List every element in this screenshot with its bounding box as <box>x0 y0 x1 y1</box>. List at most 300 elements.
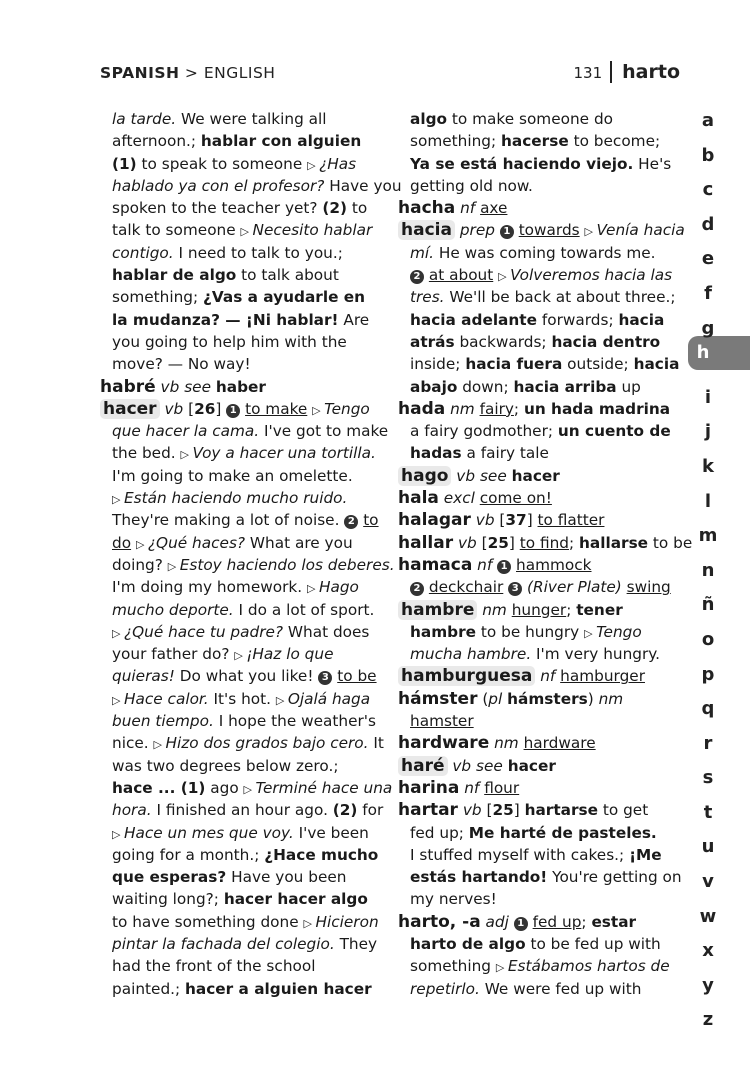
example-marker-icon: ▷ <box>584 225 597 239</box>
entry-line <box>100 532 382 554</box>
entry-text: I stuffed myself with cakes.; <box>410 845 630 864</box>
phrase-text: 26 <box>194 399 216 418</box>
phrase-text: estar <box>591 912 637 931</box>
phrase-text: hacia <box>618 310 665 329</box>
entry-text: inside; <box>410 355 466 374</box>
alphabet-letter-9[interactable]: j <box>704 421 712 443</box>
phrase-text: Me harté de pasteles. <box>468 823 657 842</box>
running-header-left <box>100 64 275 82</box>
example-marker-icon: ▷ <box>180 448 193 462</box>
alphabet-letter-25[interactable]: y <box>702 974 714 996</box>
entry-text: to <box>347 199 368 218</box>
example-text: Venía hacia <box>596 221 685 240</box>
entry-text: a fairy tale <box>461 444 549 463</box>
entry-line <box>100 465 382 487</box>
headword-line <box>398 911 680 933</box>
entry-text: I'm doing my homework. <box>112 578 307 597</box>
entry-line <box>100 822 382 844</box>
entry-text: Have you been <box>226 868 347 887</box>
alphabet-letter-12[interactable]: m <box>698 525 718 547</box>
headword-line <box>398 532 693 554</box>
entry-text: [ <box>183 399 195 418</box>
example-text: ¿Qué haces? <box>147 533 246 552</box>
alphabet-letter-15[interactable]: o <box>701 628 715 650</box>
phrase-text: un hada madrina <box>523 399 671 418</box>
entry-text: ] <box>513 801 525 820</box>
entry-text: ; <box>513 399 524 418</box>
entry-text: was two degrees below zero.; <box>112 756 339 775</box>
grammar-label: vb <box>159 399 184 418</box>
grammar-label: vb <box>155 377 180 396</box>
headword-line <box>398 755 680 777</box>
sense-number: 3 <box>508 582 522 596</box>
entry-text: to be <box>648 533 693 552</box>
page-number: 131 <box>573 64 603 82</box>
example-text: (River Plate) <box>527 578 622 597</box>
entry-text: the bed. <box>112 444 181 463</box>
phrase-text: hacia adelante <box>410 310 537 329</box>
entry-line <box>398 331 680 353</box>
example-text: Están haciendo mucho ruido. <box>123 489 348 508</box>
grammar-label: nf <box>472 555 493 574</box>
example-text: Tengo <box>324 399 370 418</box>
entry-line <box>398 153 680 175</box>
headword: harina <box>398 777 460 798</box>
phrase-text: 25 <box>487 533 509 552</box>
alphabet-letter-19[interactable]: s <box>702 767 714 789</box>
phrase-text: hacer <box>507 756 556 775</box>
entry-line <box>398 888 680 910</box>
phrase-text: atrás <box>410 332 455 351</box>
alphabet-letter-8[interactable]: i <box>704 386 712 408</box>
alphabet-letter-5[interactable]: f <box>704 282 712 304</box>
entry-line <box>398 978 680 1000</box>
headword: habré <box>100 376 156 397</box>
entry-text: Have you <box>324 176 402 195</box>
grammar-label: excl <box>438 489 475 508</box>
alphabet-letter-3[interactable]: d <box>701 213 715 235</box>
alphabet-letter-11[interactable]: l <box>704 490 712 512</box>
source-language: SPANISH <box>100 64 180 82</box>
translation-text: axe <box>480 199 508 218</box>
translation-text: hardware <box>523 734 596 753</box>
entry-line <box>398 576 680 598</box>
headword-line <box>398 732 680 754</box>
phrase-text: Ya se está haciendo viejo. <box>410 154 634 173</box>
phrase-text: hambre <box>410 622 477 641</box>
phrase-text: hacerse <box>501 132 569 151</box>
phrase-text: hámsters <box>507 689 588 708</box>
phrase-text: ¿Vas a ayudarle en <box>203 288 366 307</box>
grammar-label: nf <box>535 667 556 686</box>
phrase-text: hacia fuera <box>465 355 563 374</box>
entry-text: to be hungry <box>476 622 585 641</box>
alphabet-letter-6[interactable]: g <box>701 317 715 339</box>
headword: hardware <box>398 733 490 754</box>
entry-text: to have something done <box>112 912 304 931</box>
phrase-text: hacia arriba <box>513 377 617 396</box>
entry-text: to become; <box>568 132 661 151</box>
example-text: hora. <box>112 801 152 820</box>
column-left <box>100 108 402 1000</box>
entry-line <box>100 242 382 264</box>
entry-line <box>398 643 680 665</box>
alphabet-letter-14[interactable]: ñ <box>701 594 715 616</box>
grammar-label: nm <box>598 689 624 708</box>
entry-line <box>100 755 382 777</box>
entry-line <box>100 153 382 175</box>
phrase-text: algo <box>410 110 448 128</box>
entry-text: I've been <box>293 823 369 842</box>
phrase-text: abajo <box>410 377 458 396</box>
headword-line <box>398 398 680 420</box>
sense-number: 2 <box>410 582 424 596</box>
entry-line <box>398 264 680 286</box>
entry-line <box>100 978 382 1000</box>
entry-text: Do what you like! <box>174 667 319 686</box>
phrase-text: (1) <box>112 154 137 173</box>
grammar-label: see <box>476 756 503 775</box>
active-letter: h <box>696 342 710 363</box>
phrase-text: la mudanza? — ¡Ni hablar! <box>112 310 339 329</box>
entry-line <box>100 688 382 710</box>
translation-text: come on! <box>479 489 552 508</box>
entry-text: to be fed up with <box>525 934 661 953</box>
entry-text: I finished an hour ago. <box>151 801 333 820</box>
entry-text: ; <box>581 912 592 931</box>
headword-line <box>398 509 680 531</box>
alphabet-letter-16[interactable]: p <box>701 663 715 685</box>
entry-text: move? — No way! <box>112 355 251 374</box>
entry-text: to get <box>598 801 649 820</box>
entry-text: painted.; <box>112 979 186 998</box>
entry-text: something; <box>410 132 502 151</box>
example-text: ¿Has <box>319 154 357 173</box>
headword: halagar <box>398 510 471 531</box>
example-text: Estábamos hartos de <box>507 957 670 976</box>
entry-line <box>100 933 382 955</box>
translation-text: flour <box>484 778 520 797</box>
entry-text: going for a month.; <box>112 845 265 864</box>
entry-text: spoken to the teacher yet? <box>112 199 323 218</box>
entry-text: I hope the weather's <box>213 712 376 731</box>
alphabet-letter-1[interactable]: b <box>701 144 715 166</box>
entry-text: a fairy godmother; <box>410 422 558 441</box>
entry-line <box>100 487 382 509</box>
guide-word: harto <box>622 61 680 83</box>
sense-number: 2 <box>410 270 424 284</box>
example-text: la tarde. <box>112 110 177 128</box>
example-marker-icon: ▷ <box>240 225 253 239</box>
entry-line <box>100 777 393 799</box>
phrase-text: hacia <box>633 355 680 374</box>
entry-text: You're getting on <box>547 868 682 887</box>
example-text: Hizo dos grados bajo cero. <box>165 734 369 753</box>
translation-text: to flatter <box>537 511 605 530</box>
headword-line <box>100 376 382 398</box>
entry-line <box>100 576 382 598</box>
entry-text: your father do? <box>112 645 235 664</box>
entry-line <box>100 264 382 286</box>
entry-line <box>100 331 382 353</box>
grammar-label: see <box>184 377 211 396</box>
alphabet-letter-21[interactable]: u <box>701 836 715 858</box>
alphabet-letter-13[interactable]: n <box>701 559 715 581</box>
example-marker-icon: ▷ <box>135 537 148 551</box>
example-marker-icon: ▷ <box>584 626 597 640</box>
entry-text: It's hot. <box>208 689 276 708</box>
example-marker-icon: ▷ <box>275 693 288 707</box>
entry-line <box>398 353 680 375</box>
entry-text: something <box>410 957 496 976</box>
entry-line <box>100 732 382 754</box>
sense-number: 2 <box>344 515 358 529</box>
entry-text: We'll be back at about three.; <box>444 288 676 307</box>
example-text: Hace calor. <box>123 689 209 708</box>
example-text: buen tiempo. <box>112 712 214 731</box>
headword: hada <box>398 398 446 419</box>
example-text: Ojalá haga <box>287 689 371 708</box>
sense-number: 3 <box>318 671 332 685</box>
header-divider <box>610 61 612 83</box>
phrase-text: tener <box>576 600 623 619</box>
phrase-text: harto de algo <box>410 934 526 953</box>
example-text: ¡Haz lo que <box>246 645 334 664</box>
entry-text: ] <box>526 511 538 530</box>
alphabet-letter-0[interactable]: a <box>701 110 715 131</box>
headword: haré <box>398 756 448 776</box>
grammar-label: nf <box>455 199 476 218</box>
alphabet-letter-2[interactable]: c <box>702 179 714 201</box>
phrase-text: hacer a alguien hacer <box>185 979 372 998</box>
entry-text: to talk about <box>236 266 339 285</box>
headword-line <box>398 554 680 576</box>
headword: hacia <box>398 220 455 240</box>
alphabet-letter-10[interactable]: k <box>702 455 714 477</box>
grammar-label: nm <box>445 399 475 418</box>
entry-line <box>100 955 382 977</box>
entry-line <box>398 844 680 866</box>
column-right <box>398 108 693 1000</box>
headword-line <box>398 487 680 509</box>
entry-line <box>398 286 680 308</box>
alphabet-letter-4[interactable]: e <box>701 248 715 270</box>
alphabet-letter-18[interactable]: r <box>703 732 713 754</box>
alphabet-letter-20[interactable]: t <box>703 801 713 823</box>
example-text: hablado ya con el profesor? <box>112 176 325 195</box>
example-text: mucho deporte. <box>112 600 234 619</box>
translation-text: do <box>112 533 132 552</box>
alphabet-letter-24[interactable]: x <box>702 940 714 962</box>
grammar-label: nm <box>489 734 519 753</box>
phrase-text: hablar de algo <box>112 266 237 285</box>
entry-line <box>398 420 680 442</box>
entry-line <box>398 242 680 264</box>
entry-text: for <box>357 801 384 820</box>
phrase-text: hablar con alguien <box>200 132 362 151</box>
example-text: ¿Qué hace tu padre? <box>123 622 284 641</box>
translation-text: hunger <box>511 600 567 619</box>
grammar-label: pl <box>488 689 503 708</box>
example-text: pintar la fachada del colegio. <box>112 934 335 953</box>
example-marker-icon: ▷ <box>167 559 180 573</box>
phrase-text: ¿Hace mucho <box>264 845 379 864</box>
example-marker-icon: ▷ <box>112 493 124 507</box>
entry-line <box>398 621 680 643</box>
headword: hacha <box>398 198 456 219</box>
entry-line <box>398 955 680 977</box>
example-marker-icon: ▷ <box>307 582 319 596</box>
entry-line <box>100 219 382 241</box>
example-text: Necesito hablar <box>252 221 373 240</box>
headword: hamaca <box>398 554 473 575</box>
entry-text: What does <box>283 622 370 641</box>
entry-text: forwards; <box>536 310 619 329</box>
translation-text: towards <box>518 221 580 240</box>
phrase-text: estás hartando! <box>410 868 548 887</box>
entry-text: something; <box>112 288 204 307</box>
entry-text: you going to help him with the <box>112 332 347 351</box>
entry-text: [ <box>494 511 506 530</box>
headword-line <box>398 777 680 799</box>
entry-line <box>398 442 680 464</box>
target-language: ENGLISH <box>203 64 276 82</box>
headword: hambre <box>398 600 477 620</box>
grammar-label: vb <box>453 533 477 552</box>
translation-text: hammock <box>516 555 592 574</box>
phrase-text: (2) <box>322 199 348 218</box>
headword: harto, -a <box>398 911 481 932</box>
entry-text: I've got to make <box>259 422 389 441</box>
entry-text: up <box>616 377 641 396</box>
example-marker-icon: ▷ <box>153 738 166 752</box>
grammar-label: vb <box>451 466 476 485</box>
grammar-label: see <box>479 466 507 485</box>
phrase-text: hallarse <box>579 533 649 552</box>
entry-line <box>100 353 382 375</box>
entry-text: had the front of the school <box>112 957 316 976</box>
entry-line <box>100 888 382 910</box>
entry-text: down; <box>457 377 514 396</box>
entry-text <box>509 913 514 931</box>
phrase-text: (2) <box>332 801 358 820</box>
example-marker-icon: ▷ <box>307 158 320 172</box>
entry-text: We were fed up with <box>479 979 642 998</box>
entry-text: What are you <box>245 533 353 552</box>
grammar-label: nf <box>459 778 480 797</box>
running-header-right <box>574 61 681 83</box>
example-text: Hace un mes que voy. <box>123 823 294 842</box>
example-text: Terminé hace una <box>255 778 393 797</box>
entry-line <box>100 643 382 665</box>
translation-text: to make <box>245 399 308 418</box>
example-text: repetirlo. <box>410 979 480 998</box>
grammar-label: vb <box>470 511 495 530</box>
grammar-label: nm <box>477 600 507 619</box>
entry-text: I'm going to make an omelette. <box>112 466 353 485</box>
translation-text: fairy <box>479 399 514 418</box>
entry-line <box>398 376 680 398</box>
phrase-text: que esperas? <box>112 868 227 887</box>
example-marker-icon: ▷ <box>498 270 511 284</box>
entry-line <box>100 286 382 308</box>
alphabet-letter-23[interactable]: w <box>699 905 717 927</box>
entry-text: We were talking all <box>176 110 327 128</box>
example-marker-icon: ▷ <box>112 693 124 707</box>
example-text: Volveremos hacia las <box>510 266 673 285</box>
entry-text: I'm very hungry. <box>531 645 661 664</box>
translation-text: deckchair <box>428 578 504 597</box>
entry-text: afternoon.; <box>112 132 201 151</box>
entry-text: [ <box>476 533 488 552</box>
example-text: quieras! <box>112 667 175 686</box>
headword-line <box>398 219 685 241</box>
entry-text: Are <box>338 310 370 329</box>
example-marker-icon: ▷ <box>112 626 124 640</box>
example-text: que hacer la cama. <box>112 422 260 441</box>
headword-line <box>398 465 680 487</box>
entry-line <box>100 554 395 576</box>
alphabet-letter-22[interactable]: v <box>702 871 714 893</box>
sense-number: 1 <box>226 404 240 418</box>
example-text: Hago <box>318 578 359 597</box>
entry-text: my nerves! <box>410 890 497 909</box>
example-text: Estoy haciendo los deberes. <box>179 555 395 574</box>
entry-text: ] <box>215 399 227 418</box>
example-text: contigo. <box>112 243 174 262</box>
sense-number: 1 <box>514 917 528 931</box>
entry-text: I need to talk to you.; <box>173 243 343 262</box>
entry-text: He's <box>633 154 672 173</box>
translation-text: hamburger <box>560 667 645 686</box>
example-marker-icon: ▷ <box>112 827 124 841</box>
phrase-text: hartarse <box>524 801 598 820</box>
entry-line <box>398 933 680 955</box>
alphabet-letter-17[interactable]: q <box>701 698 715 720</box>
grammar-label: adj <box>480 912 509 931</box>
headword: hago <box>398 466 451 486</box>
entry-line <box>100 844 382 866</box>
translation-text: fed up <box>532 912 582 931</box>
entry-text: waiting long?; <box>112 890 224 909</box>
entry-line <box>100 710 382 732</box>
entry-text: nice. <box>112 734 154 753</box>
phrase-text: haber <box>215 377 266 396</box>
entry-text: ] <box>508 533 520 552</box>
example-text: mucha hambre. <box>410 645 532 664</box>
entry-line <box>100 130 382 152</box>
entry-line <box>100 175 402 197</box>
entry-text: They <box>334 934 378 953</box>
entry-text: ago <box>205 778 244 797</box>
entry-line <box>100 621 382 643</box>
headword-line <box>398 197 680 219</box>
sense-number: 1 <box>500 225 514 239</box>
entry-text: It <box>368 734 384 753</box>
phrase-text: un cuento de <box>557 422 671 441</box>
translation-text: to find <box>519 533 569 552</box>
example-marker-icon: ▷ <box>495 961 508 975</box>
phrase-text: 37 <box>505 511 527 530</box>
headword: hallar <box>398 532 454 553</box>
example-text: Voy a hacer una tortilla. <box>192 444 376 463</box>
entry-line <box>100 108 382 130</box>
headword: hala <box>398 488 439 509</box>
entry-line <box>100 665 382 687</box>
alphabet-letter-26[interactable]: z <box>702 1009 714 1031</box>
phrase-text: ¡Me <box>629 845 662 864</box>
entry-line <box>398 108 680 130</box>
